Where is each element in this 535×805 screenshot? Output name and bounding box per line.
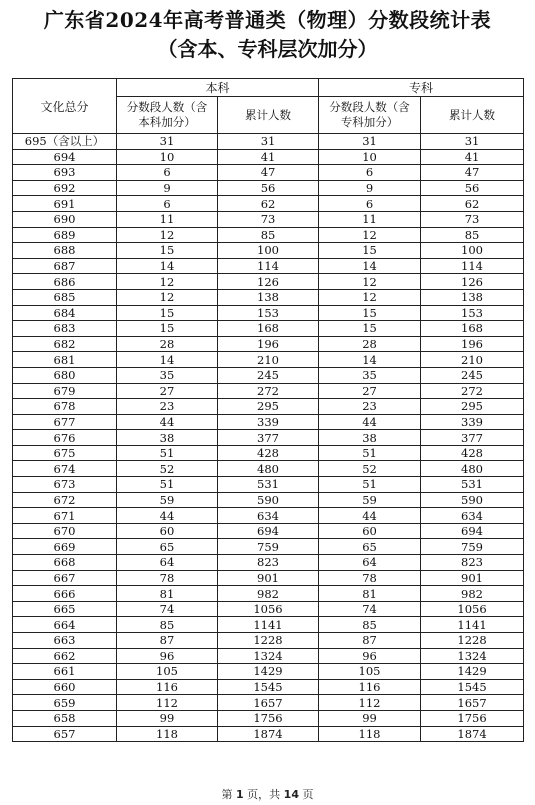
cell-zhuanke-segment: 105 — [319, 664, 421, 680]
cell-benke-segment: 65 — [117, 539, 218, 555]
header-zhuanke-segment — [319, 97, 421, 134]
cell-zhuanke-segment: 51 — [319, 445, 421, 461]
cell-score: 686 — [13, 274, 117, 290]
table-row — [13, 180, 524, 196]
cell-zhuanke-segment: 116 — [319, 679, 421, 695]
cell-zhuanke-cumulative: 272 — [421, 383, 524, 399]
cell-zhuanke-segment: 15 — [319, 243, 421, 259]
table-row — [13, 539, 524, 555]
page-footer — [0, 786, 535, 802]
cell-zhuanke-cumulative: 823 — [421, 555, 524, 571]
cell-benke-segment: 27 — [117, 383, 218, 399]
cell-benke-cumulative: 47 — [218, 165, 319, 181]
cell-benke-cumulative: 1429 — [218, 664, 319, 680]
cell-score: 680 — [13, 367, 117, 383]
cell-benke-cumulative: 590 — [218, 492, 319, 508]
cell-benke-cumulative: 1228 — [218, 633, 319, 649]
table-row — [13, 367, 524, 383]
cell-zhuanke-cumulative: 114 — [421, 258, 524, 274]
cell-zhuanke-segment: 64 — [319, 555, 421, 571]
cell-benke-segment: 10 — [117, 149, 218, 165]
cell-zhuanke-cumulative: 1324 — [421, 648, 524, 664]
cell-benke-segment: 74 — [117, 601, 218, 617]
cell-score: 673 — [13, 477, 117, 493]
cell-zhuanke-cumulative: 1657 — [421, 695, 524, 711]
cell-zhuanke-cumulative: 694 — [421, 523, 524, 539]
cell-benke-cumulative: 823 — [218, 555, 319, 571]
table-row — [13, 664, 524, 680]
cell-zhuanke-segment: 35 — [319, 367, 421, 383]
score-distribution-table — [12, 78, 524, 742]
cell-zhuanke-segment: 99 — [319, 710, 421, 726]
cell-benke-cumulative: 114 — [218, 258, 319, 274]
table-row — [13, 305, 524, 321]
cell-zhuanke-segment: 60 — [319, 523, 421, 539]
cell-benke-segment: 96 — [117, 648, 218, 664]
cell-score: 664 — [13, 617, 117, 633]
cell-benke-segment: 64 — [117, 555, 218, 571]
cell-benke-cumulative: 41 — [218, 149, 319, 165]
cell-benke-cumulative: 901 — [218, 570, 319, 586]
cell-zhuanke-cumulative: 245 — [421, 367, 524, 383]
cell-benke-cumulative: 210 — [218, 352, 319, 368]
table-row — [13, 648, 524, 664]
cell-zhuanke-cumulative: 153 — [421, 305, 524, 321]
table-row — [13, 274, 524, 290]
cell-benke-segment: 23 — [117, 399, 218, 415]
header-benke: 本科 — [117, 79, 319, 97]
cell-benke-cumulative: 1545 — [218, 679, 319, 695]
table-row — [13, 710, 524, 726]
cell-zhuanke-segment: 10 — [319, 149, 421, 165]
footer-middle: 页，共 — [247, 788, 281, 801]
cell-benke-cumulative: 1756 — [218, 710, 319, 726]
cell-score: 677 — [13, 414, 117, 430]
cell-benke-segment: 6 — [117, 196, 218, 212]
cell-benke-segment: 31 — [117, 134, 218, 150]
table-row — [13, 383, 524, 399]
cell-zhuanke-cumulative: 590 — [421, 492, 524, 508]
header-zhuanke-cumulative: 累计人数 — [421, 97, 524, 134]
cell-benke-cumulative: 377 — [218, 430, 319, 446]
cell-benke-cumulative: 31 — [218, 134, 319, 150]
cell-benke-segment: 28 — [117, 336, 218, 352]
cell-score: 675 — [13, 445, 117, 461]
cell-benke-cumulative: 73 — [218, 211, 319, 227]
cell-benke-segment: 38 — [117, 430, 218, 446]
cell-zhuanke-segment: 59 — [319, 492, 421, 508]
cell-benke-cumulative: 1141 — [218, 617, 319, 633]
cell-benke-segment: 52 — [117, 461, 218, 477]
cell-zhuanke-segment: 38 — [319, 430, 421, 446]
cell-zhuanke-cumulative: 1141 — [421, 617, 524, 633]
cell-zhuanke-cumulative: 1056 — [421, 601, 524, 617]
cell-score: 683 — [13, 321, 117, 337]
cell-zhuanke-segment: 11 — [319, 211, 421, 227]
cell-benke-segment: 105 — [117, 664, 218, 680]
cell-score: 659 — [13, 695, 117, 711]
cell-zhuanke-cumulative: 168 — [421, 321, 524, 337]
cell-zhuanke-segment: 15 — [319, 305, 421, 321]
cell-zhuanke-segment: 85 — [319, 617, 421, 633]
cell-zhuanke-cumulative: 1756 — [421, 710, 524, 726]
header-benke-cumulative: 累计人数 — [218, 97, 319, 134]
cell-zhuanke-cumulative: 480 — [421, 461, 524, 477]
cell-benke-cumulative: 480 — [218, 461, 319, 477]
cell-benke-cumulative: 1056 — [218, 601, 319, 617]
cell-zhuanke-cumulative: 377 — [421, 430, 524, 446]
cell-benke-segment: 6 — [117, 165, 218, 181]
cell-zhuanke-segment: 14 — [319, 258, 421, 274]
cell-benke-segment: 15 — [117, 305, 218, 321]
table-row — [13, 695, 524, 711]
cell-benke-segment: 78 — [117, 570, 218, 586]
cell-zhuanke-segment: 6 — [319, 196, 421, 212]
cell-zhuanke-cumulative: 982 — [421, 586, 524, 602]
cell-zhuanke-segment: 27 — [319, 383, 421, 399]
cell-zhuanke-cumulative: 634 — [421, 508, 524, 524]
cell-benke-segment: 112 — [117, 695, 218, 711]
cell-score: 658 — [13, 710, 117, 726]
table-row — [13, 430, 524, 446]
cell-benke-segment: 12 — [117, 227, 218, 243]
cell-score: 693 — [13, 165, 117, 181]
cell-benke-segment: 44 — [117, 414, 218, 430]
table-row — [13, 211, 524, 227]
cell-benke-segment: 60 — [117, 523, 218, 539]
table-row — [13, 633, 524, 649]
cell-benke-cumulative: 759 — [218, 539, 319, 555]
cell-zhuanke-cumulative: 901 — [421, 570, 524, 586]
cell-score: 689 — [13, 227, 117, 243]
cell-score: 668 — [13, 555, 117, 571]
header-score: 文化总分 — [13, 79, 117, 134]
cell-zhuanke-segment: 28 — [319, 336, 421, 352]
cell-benke-segment: 11 — [117, 211, 218, 227]
table-row — [13, 586, 524, 602]
cell-benke-cumulative: 196 — [218, 336, 319, 352]
cell-benke-segment: 14 — [117, 258, 218, 274]
cell-benke-segment: 12 — [117, 289, 218, 305]
cell-zhuanke-cumulative: 1228 — [421, 633, 524, 649]
cell-score: 694 — [13, 149, 117, 165]
cell-score: 681 — [13, 352, 117, 368]
table-row — [13, 336, 524, 352]
footer-page-number: 1 — [236, 788, 244, 801]
table-row — [13, 414, 524, 430]
cell-score: 679 — [13, 383, 117, 399]
cell-zhuanke-cumulative: 531 — [421, 477, 524, 493]
cell-zhuanke-cumulative: 1545 — [421, 679, 524, 695]
table-row — [13, 726, 524, 742]
cell-benke-segment: 51 — [117, 445, 218, 461]
table-row — [13, 399, 524, 415]
cell-benke-cumulative: 100 — [218, 243, 319, 259]
cell-score: 660 — [13, 679, 117, 695]
cell-benke-cumulative: 138 — [218, 289, 319, 305]
cell-benke-segment: 87 — [117, 633, 218, 649]
cell-zhuanke-segment: 87 — [319, 633, 421, 649]
cell-zhuanke-cumulative: 1429 — [421, 664, 524, 680]
cell-score: 691 — [13, 196, 117, 212]
cell-benke-segment: 51 — [117, 477, 218, 493]
cell-zhuanke-segment: 65 — [319, 539, 421, 555]
table-row — [13, 601, 524, 617]
cell-score: 684 — [13, 305, 117, 321]
cell-benke-cumulative: 428 — [218, 445, 319, 461]
cell-score: 682 — [13, 336, 117, 352]
cell-zhuanke-segment: 6 — [319, 165, 421, 181]
cell-benke-cumulative: 982 — [218, 586, 319, 602]
cell-score: 672 — [13, 492, 117, 508]
table-row — [13, 258, 524, 274]
cell-zhuanke-segment: 74 — [319, 601, 421, 617]
cell-zhuanke-segment: 96 — [319, 648, 421, 664]
cell-zhuanke-segment: 52 — [319, 461, 421, 477]
cell-zhuanke-segment: 23 — [319, 399, 421, 415]
cell-benke-cumulative: 245 — [218, 367, 319, 383]
cell-benke-cumulative: 56 — [218, 180, 319, 196]
cell-score: 669 — [13, 539, 117, 555]
cell-zhuanke-cumulative: 339 — [421, 414, 524, 430]
table-row — [13, 149, 524, 165]
cell-score: 662 — [13, 648, 117, 664]
cell-zhuanke-segment: 31 — [319, 134, 421, 150]
cell-benke-cumulative: 295 — [218, 399, 319, 415]
header-zhuanke-segment-line1: 分数段人数（含 — [329, 100, 410, 114]
cell-zhuanke-segment: 12 — [319, 274, 421, 290]
cell-zhuanke-segment: 44 — [319, 508, 421, 524]
cell-zhuanke-segment: 14 — [319, 352, 421, 368]
table-row — [13, 445, 524, 461]
cell-score: 670 — [13, 523, 117, 539]
cell-zhuanke-cumulative: 47 — [421, 165, 524, 181]
cell-score: 657 — [13, 726, 117, 742]
cell-benke-cumulative: 168 — [218, 321, 319, 337]
cell-benke-cumulative: 126 — [218, 274, 319, 290]
table-row — [13, 134, 524, 150]
cell-benke-cumulative: 339 — [218, 414, 319, 430]
table-row — [13, 555, 524, 571]
cell-zhuanke-cumulative: 138 — [421, 289, 524, 305]
cell-zhuanke-cumulative: 73 — [421, 211, 524, 227]
cell-benke-segment: 14 — [117, 352, 218, 368]
cell-benke-cumulative: 531 — [218, 477, 319, 493]
cell-zhuanke-cumulative: 428 — [421, 445, 524, 461]
cell-zhuanke-cumulative: 41 — [421, 149, 524, 165]
cell-zhuanke-segment: 51 — [319, 477, 421, 493]
cell-benke-segment: 35 — [117, 367, 218, 383]
cell-benke-cumulative: 1324 — [218, 648, 319, 664]
cell-zhuanke-cumulative: 31 — [421, 134, 524, 150]
cell-benke-cumulative: 85 — [218, 227, 319, 243]
cell-score: 688 — [13, 243, 117, 259]
cell-zhuanke-segment: 118 — [319, 726, 421, 742]
cell-benke-segment: 116 — [117, 679, 218, 695]
cell-benke-segment: 99 — [117, 710, 218, 726]
cell-score: 687 — [13, 258, 117, 274]
cell-zhuanke-cumulative: 1874 — [421, 726, 524, 742]
cell-benke-segment: 85 — [117, 617, 218, 633]
header-zhuanke-segment-line2: 专科加分） — [340, 115, 399, 129]
cell-benke-segment: 81 — [117, 586, 218, 602]
cell-benke-cumulative: 634 — [218, 508, 319, 524]
cell-zhuanke-segment: 12 — [319, 227, 421, 243]
cell-benke-cumulative: 1874 — [218, 726, 319, 742]
table-row — [13, 508, 524, 524]
header-benke-segment-line2: 本科加分） — [138, 115, 196, 129]
cell-score: 692 — [13, 180, 117, 196]
cell-zhuanke-cumulative: 85 — [421, 227, 524, 243]
cell-zhuanke-segment: 44 — [319, 414, 421, 430]
cell-zhuanke-cumulative: 210 — [421, 352, 524, 368]
table-row — [13, 461, 524, 477]
cell-benke-segment: 44 — [117, 508, 218, 524]
cell-zhuanke-segment: 112 — [319, 695, 421, 711]
cell-score: 667 — [13, 570, 117, 586]
cell-score: 685 — [13, 289, 117, 305]
cell-benke-cumulative: 1657 — [218, 695, 319, 711]
table-row — [13, 477, 524, 493]
table-row — [13, 570, 524, 586]
header-benke-segment-line1: 分数段人数（含 — [126, 100, 208, 114]
cell-zhuanke-segment: 81 — [319, 586, 421, 602]
page-title: 广东省2024年高考普通类（物理）分数段统计表 — [43, 8, 492, 32]
table-row — [13, 523, 524, 539]
cell-benke-cumulative: 272 — [218, 383, 319, 399]
cell-benke-segment: 15 — [117, 321, 218, 337]
table-row — [13, 617, 524, 633]
table-row — [13, 289, 524, 305]
table-row — [13, 679, 524, 695]
table-row — [13, 227, 524, 243]
cell-score: 690 — [13, 211, 117, 227]
table-row — [13, 165, 524, 181]
cell-score: 678 — [13, 399, 117, 415]
cell-zhuanke-cumulative: 295 — [421, 399, 524, 415]
header-benke-segment — [117, 97, 218, 134]
footer-prefix: 第 — [221, 788, 233, 801]
cell-zhuanke-cumulative: 196 — [421, 336, 524, 352]
page-subtitle: （含本、专科层次加分） — [157, 37, 378, 61]
cell-zhuanke-segment: 12 — [319, 289, 421, 305]
table-body — [13, 134, 524, 742]
cell-score: 674 — [13, 461, 117, 477]
table-row — [13, 352, 524, 368]
cell-benke-cumulative: 153 — [218, 305, 319, 321]
header-zhuanke: 专科 — [319, 79, 524, 97]
footer-total-pages: 14 — [283, 788, 299, 801]
cell-score: 661 — [13, 664, 117, 680]
table-row — [13, 492, 524, 508]
footer-suffix: 页 — [302, 788, 314, 801]
cell-benke-segment: 118 — [117, 726, 218, 742]
cell-zhuanke-cumulative: 100 — [421, 243, 524, 259]
cell-zhuanke-segment: 78 — [319, 570, 421, 586]
cell-score: 676 — [13, 430, 117, 446]
cell-zhuanke-cumulative: 126 — [421, 274, 524, 290]
cell-benke-segment: 59 — [117, 492, 218, 508]
cell-score: 665 — [13, 601, 117, 617]
cell-benke-cumulative: 694 — [218, 523, 319, 539]
cell-benke-segment: 12 — [117, 274, 218, 290]
table-row — [13, 196, 524, 212]
cell-benke-segment: 9 — [117, 180, 218, 196]
cell-zhuanke-segment: 15 — [319, 321, 421, 337]
cell-benke-cumulative: 62 — [218, 196, 319, 212]
cell-zhuanke-cumulative: 759 — [421, 539, 524, 555]
cell-score: 666 — [13, 586, 117, 602]
cell-zhuanke-segment: 9 — [319, 180, 421, 196]
table-row — [13, 243, 524, 259]
cell-benke-segment: 15 — [117, 243, 218, 259]
cell-zhuanke-cumulative: 62 — [421, 196, 524, 212]
cell-score: 671 — [13, 508, 117, 524]
cell-zhuanke-cumulative: 56 — [421, 180, 524, 196]
cell-score: 663 — [13, 633, 117, 649]
table-row — [13, 321, 524, 337]
cell-score: 695（含以上） — [13, 134, 117, 150]
